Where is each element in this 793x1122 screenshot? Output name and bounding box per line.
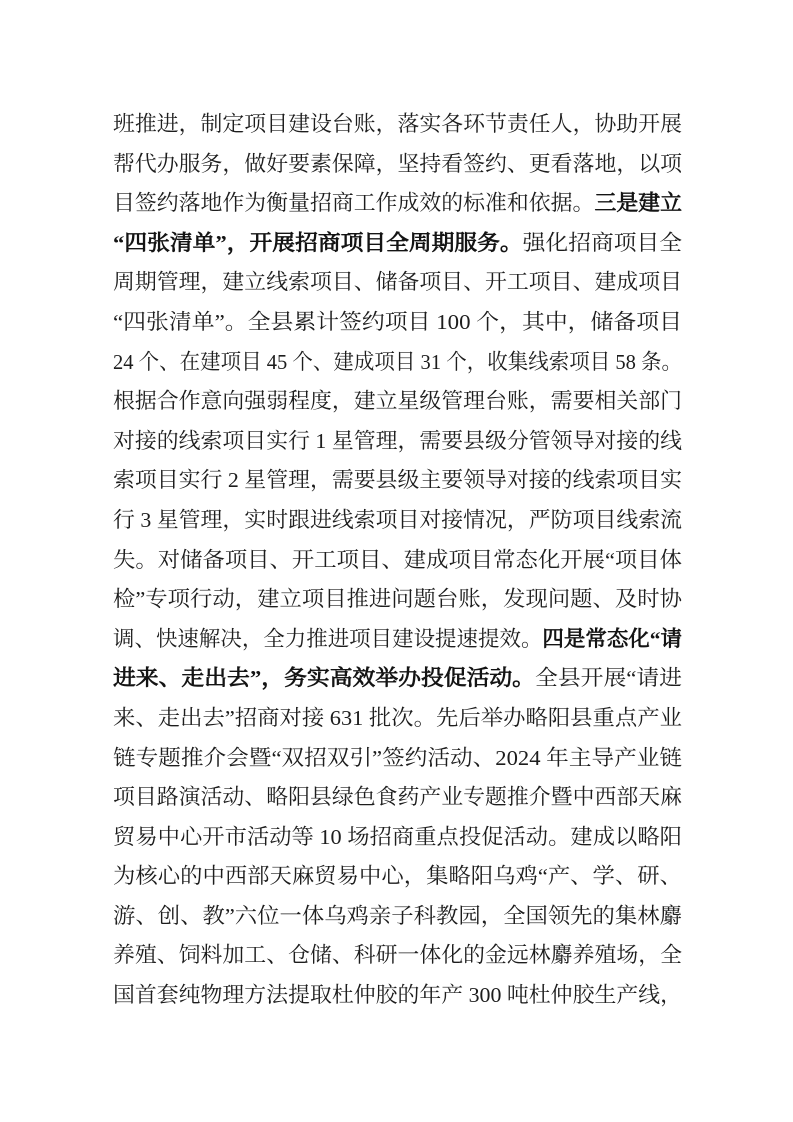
- text-line: [113, 303, 682, 343]
- text-line: [113, 936, 682, 976]
- text-line-content: [113, 382, 682, 422]
- text-line: [113, 739, 682, 779]
- text-run: 强化招商项目全: [522, 230, 682, 255]
- text-run: 帮代办服务，做好要素保障，坚持看签约、更看落地，以项: [113, 151, 682, 176]
- bold-text-run: 三是建立: [594, 191, 682, 216]
- text-run: 国首套纯物理方法提取杜仲胶的年产 300 吨杜仲胶生产线，: [113, 983, 682, 1008]
- text-run: “四张清单”。全县累计签约项目 100 个，其中，储备项目: [113, 309, 682, 334]
- text-run: 游、创、教”六位一体乌鸡亲子科教园，全国领先的集林麝: [113, 903, 682, 928]
- text-line: [113, 976, 682, 1016]
- text-line: [113, 620, 682, 660]
- text-run: 调、快速解决，全力推进项目建设提速提效。: [113, 626, 543, 651]
- text-line-content: [113, 224, 682, 264]
- text-line-content: [113, 778, 682, 818]
- text-line-content: [113, 659, 682, 699]
- text-line: [113, 184, 682, 224]
- text-run: 为核心的中西部天麻贸易中心，集略阳乌鸡“产、学、研、: [113, 864, 682, 889]
- text-line: [113, 699, 682, 739]
- text-line: [113, 857, 682, 897]
- text-line: [113, 897, 682, 937]
- text-line-content: [113, 620, 682, 660]
- bold-text-run: “四张清单”，开展招商项目全周期服务。: [113, 230, 523, 255]
- text-run: 贸易中心开市活动等 10 场招商重点投促活动。建成以略阳: [113, 824, 682, 849]
- text-line-content: [113, 422, 682, 462]
- text-line: [113, 105, 682, 145]
- text-line: [113, 263, 682, 303]
- text-line-content: [113, 184, 682, 224]
- text-line-content: [113, 818, 682, 858]
- text-line-content: [113, 897, 682, 937]
- text-line-content: [113, 541, 682, 581]
- text-line: [113, 145, 682, 185]
- text-line: [113, 422, 682, 462]
- text-run: 项目路演活动、略阳县绿色食药产业专题推介暨中西部天麻: [113, 785, 682, 810]
- text-run: 对接的线索项目实行 1 星管理，需要县级分管领导对接的线: [113, 428, 682, 453]
- text-line-content: [113, 580, 682, 620]
- text-run: 来、走出去”招商对接 631 批次。先后举办略阳县重点产业: [113, 705, 682, 730]
- text-line: [113, 580, 682, 620]
- text-line: [113, 541, 682, 581]
- text-run: 根据合作意向强弱程度，建立星级管理台账，需要相关部门: [113, 389, 682, 414]
- text-line: [113, 659, 682, 699]
- text-line-content: [113, 303, 682, 343]
- bold-text-run: 进来、走出去”，务实高效举办投促活动。: [113, 666, 536, 691]
- text-run: 目签约落地作为衡量招商工作成效的标准和依据。: [113, 191, 595, 216]
- text-line: [113, 224, 682, 264]
- text-run: 养殖、饲料加工、仓储、科研一体化的金远林麝养殖场，全: [113, 943, 682, 968]
- text-line: [113, 818, 682, 858]
- text-line-content: [113, 145, 682, 185]
- text-line-content: [113, 461, 682, 501]
- text-run: 检”专项行动，建立项目推进问题台账，发现问题、及时协: [113, 587, 682, 612]
- text-line-content: [113, 857, 682, 897]
- text-line: [113, 501, 682, 541]
- text-line-content: [113, 936, 682, 976]
- text-run: 周期管理，建立线索项目、储备项目、开工项目、建成项目: [113, 270, 682, 295]
- text-run: 全县开展“请进: [535, 666, 682, 691]
- text-run: 链专题推介会暨“双招双引”签约活动、2024 年主导产业链: [113, 745, 682, 770]
- text-run: 失。对储备项目、开工项目、建成项目常态化开展“项目体: [113, 547, 682, 572]
- bold-text-run: 四是常态化“请: [542, 626, 682, 651]
- text-line-content: [113, 976, 682, 1016]
- text-line-content: [113, 343, 682, 383]
- text-line-content: [113, 501, 682, 541]
- text-line-content: [113, 699, 682, 739]
- text-run: 行 3 星管理，实时跟进线索项目对接情况，严防项目线索流: [113, 507, 682, 532]
- text-line: [113, 382, 682, 422]
- text-run: 24 个、在建项目 45 个、建成项目 31 个，收集线索项目 58 条。: [113, 349, 682, 374]
- text-line: [113, 778, 682, 818]
- text-line: [113, 461, 682, 501]
- text-line: [113, 343, 682, 383]
- text-line-content: [113, 105, 682, 145]
- document-body: [113, 105, 682, 1016]
- text-run: 索项目实行 2 星管理，需要县级主要领导对接的线索项目实: [113, 468, 682, 493]
- text-line-content: [113, 263, 682, 303]
- text-line-content: [113, 739, 682, 779]
- text-run: 班推进，制定项目建设台账，落实各环节责任人，协助开展: [113, 112, 682, 136]
